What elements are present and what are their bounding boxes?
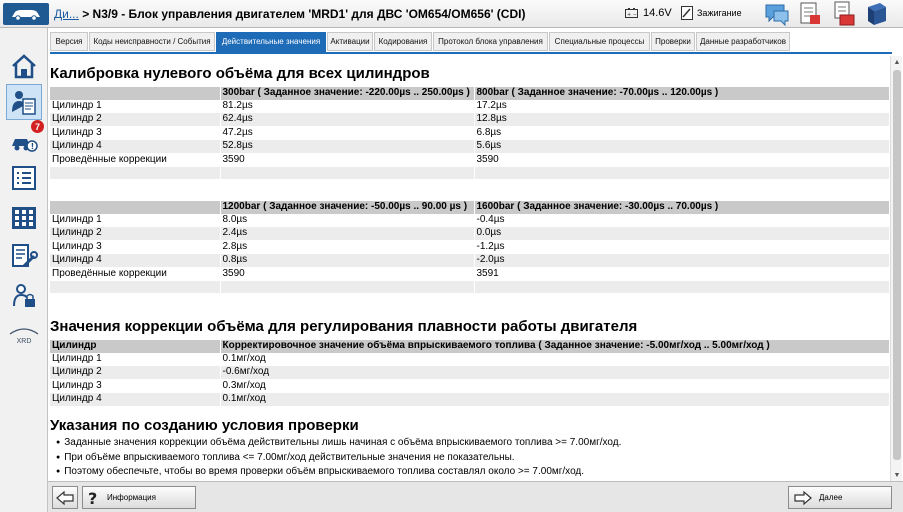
table-cell: Цилиндр 1: [50, 214, 220, 227]
bottom-toolbar: [48, 481, 903, 512]
person-lock-icon: [10, 282, 38, 310]
xrd-button[interactable]: [8, 326, 40, 345]
svg-text:?: ?: [88, 488, 98, 508]
table-cell: Цилиндр 2: [50, 113, 220, 127]
smoothness-table: [50, 340, 889, 407]
table-header-cell: 1200bar ( Заданное значение: -50.00µs .. 90.00 µs ): [220, 201, 474, 214]
document-wrench-icon: [10, 242, 38, 270]
sidebar-item-faults[interactable]: [6, 121, 42, 160]
xrd-label: XRD: [16, 338, 32, 345]
table-row: [50, 126, 889, 140]
table-header-row: [50, 340, 889, 353]
calibration-title: Калибровка нулевого объёма для всех цилиндров: [50, 65, 430, 82]
table-header-cell: 300bar ( Заданное значение: -220.00µs .. 250.00µs ): [220, 87, 474, 100]
vertical-scrollbar[interactable]: [890, 56, 902, 481]
table-cell: Цилиндр 2: [50, 227, 220, 241]
table-row: [50, 214, 889, 227]
back-button[interactable]: [52, 486, 78, 509]
document-report-icon: [797, 1, 823, 27]
table-header-cell: Корректировочное значение объёма впрыскиваемого топлива ( Заданное значение: -5.00мг/ход .. 5.00мг/ход ): [220, 340, 889, 353]
table-cell: -0.6мг/ход: [220, 366, 889, 380]
table-cell: 47.2µs: [220, 126, 474, 140]
table-row: [50, 254, 889, 268]
tab-special-procedures[interactable]: Специальные процессы: [549, 32, 650, 51]
info-button[interactable]: [82, 486, 196, 509]
list-item: ● Заданные значения коррекции объёма действительны лишь начиная с объёма впрыскиваемого топлива >= 7.00мг/ход.: [56, 436, 621, 451]
table-header-cell: [50, 87, 220, 100]
chat-icon: [764, 1, 790, 27]
table-cell: Цилиндр 1: [50, 353, 220, 366]
control-units-icon: [10, 204, 38, 232]
list-icon: [10, 164, 38, 192]
table-row: [50, 140, 889, 154]
table-cell: Цилиндр 4: [50, 393, 220, 407]
table-row: [50, 366, 889, 380]
table-cell: Цилиндр 4: [50, 254, 220, 268]
table-cell: 2.4µs: [220, 227, 474, 241]
table-cell: 0.3мг/ход: [220, 379, 889, 393]
list-item: ● При объёме впрыскиваемого топлива <= 7.00мг/ход действительные значения не показательны.: [56, 451, 621, 466]
ignition-key-icon: [681, 6, 693, 20]
calibration-table-low-pressure: [50, 87, 889, 180]
notes-title: Указания по созданию условия проверки: [50, 417, 359, 434]
sidebar-item-modules[interactable]: [6, 200, 42, 236]
sidebar-item-security[interactable]: [6, 278, 42, 314]
tab-version[interactable]: Версия: [50, 32, 88, 51]
tab-bar: [50, 32, 903, 52]
battery-icon: [625, 8, 639, 18]
svg-text:!: !: [30, 142, 35, 151]
left-sidebar: [0, 28, 48, 512]
table-cell: 62.4µs: [220, 113, 474, 127]
table-cell: 3590: [220, 267, 474, 281]
calibration-table-high-pressure: [50, 201, 889, 294]
table-row: [50, 167, 889, 180]
table-cell: 3590: [220, 153, 474, 167]
table-cell: 12.8µs: [474, 113, 889, 127]
breadcrumb-separator: >: [82, 7, 90, 21]
arrow-left-icon: [55, 490, 75, 506]
table-cell: 17.2µs: [474, 100, 889, 113]
table-cell: Цилиндр 3: [50, 240, 220, 254]
tab-codings[interactable]: Кодирования: [374, 32, 432, 51]
table-cell: -2.0µs: [474, 254, 889, 268]
notification-badge: 7: [31, 120, 44, 133]
document-print-icon: [830, 1, 856, 27]
svg-text:+ −: + −: [627, 12, 637, 18]
help-question-icon: [87, 490, 101, 506]
tab-actual-values[interactable]: Действительные значения: [216, 32, 326, 52]
table-row: [50, 153, 889, 167]
top-header: [0, 0, 903, 28]
breadcrumb: [54, 7, 525, 21]
table-row: [50, 240, 889, 254]
next-button-label: Далее: [819, 493, 843, 502]
book-icon: [864, 1, 890, 27]
car-menu-button[interactable]: [3, 3, 49, 25]
table-cell: Цилиндр 1: [50, 100, 220, 113]
table-cell: 81.2µs: [220, 100, 474, 113]
table-cell: 52.8µs: [220, 140, 474, 154]
home-icon: [10, 52, 38, 80]
chat-button[interactable]: [764, 1, 790, 27]
tab-fault-codes[interactable]: Коды неисправности / События: [89, 32, 215, 51]
sidebar-item-list[interactable]: [6, 160, 42, 196]
table-header-row: [50, 87, 889, 100]
table-header-cell: 800bar ( Заданное значение: -70.00µs .. 120.00µs ): [474, 87, 889, 100]
tab-activations[interactable]: Активации: [327, 32, 373, 51]
table-cell: 3590: [474, 153, 889, 167]
table-cell: Цилиндр 3: [50, 379, 220, 393]
table-cell: Проведённые коррекции: [50, 153, 220, 167]
ignition-status: [681, 6, 742, 20]
person-document-icon: [10, 88, 38, 116]
voltage-value: 14.6V: [643, 7, 672, 19]
actual-values-panel: [50, 56, 889, 481]
table-cell: Цилиндр 3: [50, 126, 220, 140]
table-cell: 0.1мг/ход: [220, 393, 889, 407]
table-row: [50, 227, 889, 241]
smoothness-title: Значения коррекции объёма для регулирования плавности работы двигателя: [50, 318, 638, 335]
table-row: [50, 281, 889, 294]
print-button[interactable]: [830, 1, 856, 27]
table-cell: Цилиндр 4: [50, 140, 220, 154]
scroll-up-arrow-icon[interactable]: ▲: [893, 58, 901, 66]
table-cell: Цилиндр 2: [50, 366, 220, 380]
table-header-cell: [50, 201, 220, 214]
table-cell: -0.4µs: [474, 214, 889, 227]
table-cell: Проведённые коррекции: [50, 267, 220, 281]
report-button[interactable]: [797, 1, 823, 27]
home-button[interactable]: [6, 48, 42, 84]
next-button[interactable]: [788, 486, 892, 509]
table-row: [50, 393, 889, 407]
tab-developer-data[interactable]: Данные разработчиков: [696, 32, 790, 51]
table-cell: 0.8µs: [220, 254, 474, 268]
table-header-cell: Цилиндр: [50, 340, 220, 353]
battery-voltage: [625, 7, 672, 19]
table-row: [50, 379, 889, 393]
table-cell: 0.1мг/ход: [220, 353, 889, 366]
info-button-label: Информация: [107, 493, 156, 502]
sidebar-item-diagnostics[interactable]: [6, 84, 42, 120]
table-row: [50, 100, 889, 113]
ignition-label: Зажигание: [697, 8, 742, 18]
scroll-thumb[interactable]: [893, 70, 901, 460]
table-cell: 3591: [474, 267, 889, 281]
table-cell: 6.8µs: [474, 126, 889, 140]
table-header-cell: 1600bar ( Заданное значение: -30.00µs .. 70.00µs ): [474, 201, 889, 214]
page-title: N3/9 - Блок управления двигателем 'MRD1' для ДВС 'OM654/OM656' (CDI): [92, 7, 526, 21]
tab-control-unit-log[interactable]: Протокол блока управления: [433, 32, 548, 51]
xrd-icon: [8, 326, 40, 336]
manual-button[interactable]: [864, 1, 890, 27]
car-icon: [9, 7, 43, 21]
breadcrumb-link[interactable]: Ди...: [54, 7, 79, 21]
table-cell: -1.2µs: [474, 240, 889, 254]
scroll-down-arrow-icon[interactable]: ▼: [893, 471, 901, 479]
table-cell: 2.8µs: [220, 240, 474, 254]
table-row: [50, 353, 889, 366]
table-row: [50, 267, 889, 281]
table-header-row: [50, 201, 889, 214]
sidebar-item-service[interactable]: [6, 238, 42, 274]
table-cell: 8.0µs: [220, 214, 474, 227]
table-cell: 5.6µs: [474, 140, 889, 154]
tab-checks[interactable]: Проверки: [651, 32, 695, 51]
list-item: ● Поэтому обеспечьте, чтобы во время проверки объём впрыскиваемого топлива составлял около >= 7.00мг/ход.: [56, 465, 621, 480]
tab-underline: [50, 52, 892, 54]
table-cell: 0.0µs: [474, 227, 889, 241]
table-row: [50, 113, 889, 127]
arrow-right-icon: [793, 490, 813, 506]
